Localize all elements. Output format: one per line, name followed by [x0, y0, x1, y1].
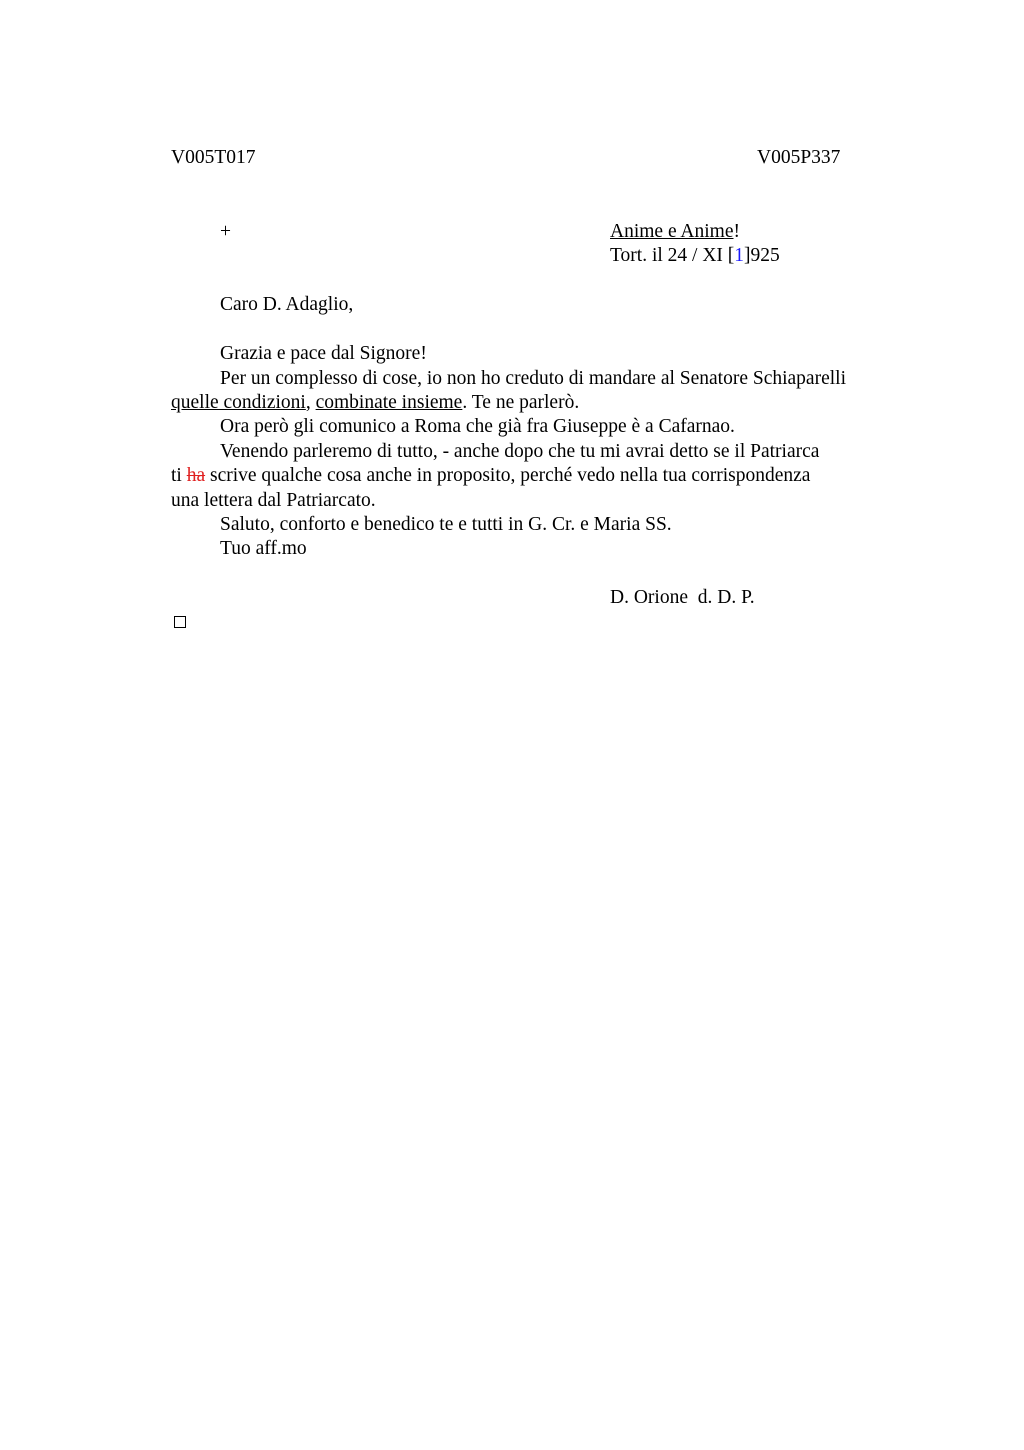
paragraph-2: Ora però gli comunico a Roma che già fra Giuseppe è a Cafarnao. — [220, 416, 735, 437]
greeting: Grazia e pace dal Signore! — [220, 343, 427, 364]
motto-exclamation: ! — [733, 221, 740, 242]
document-code-left: V005T017 — [171, 147, 256, 168]
underlined-phrase: combinate insieme — [315, 392, 463, 413]
blessing: Saluto, conforto e benedico te e tutti in G. Cr. e Maria SS. — [220, 514, 672, 535]
deleted-word: ha — [186, 465, 206, 486]
dateline — [610, 244, 780, 268]
motto — [610, 220, 740, 244]
editorial-insertion: 1 — [734, 245, 745, 266]
paragraph-3-line-2: ti ha scrive qualche cosa anche in proposito, perché vedo nella tua corrispondenza — [171, 465, 811, 486]
page-code-right: V005P337 — [757, 147, 841, 168]
paragraph-1-line-1: Per un complesso di cose, io non ho creduto di mandare al Senatore Schiaparelli — [220, 368, 846, 389]
motto-text: Anime e Anime — [610, 221, 734, 242]
paragraph-1-line-2: quelle condizioni, combinate insieme. Te ne parlerò. — [171, 392, 580, 413]
cross-symbol: + — [220, 221, 231, 242]
dateline-suffix: ]925 — [744, 245, 780, 266]
paragraph-3-line-3: una lettera dal Patriarcato. — [171, 490, 376, 511]
underlined-phrase: quelle condizioni — [171, 392, 306, 413]
dateline-prefix: Tort. il 24 / XI [ — [610, 245, 735, 266]
signature: D. Orione d. D. P. — [610, 587, 755, 608]
paragraph-3-line-1: Venendo parleremo di tutto, - anche dopo che tu mi avrai detto se il Patriarca — [220, 441, 820, 462]
closing: Tuo aff.mo — [220, 538, 307, 559]
salutation: Caro D. Adaglio, — [220, 294, 354, 315]
end-marker-square-icon — [174, 616, 186, 628]
